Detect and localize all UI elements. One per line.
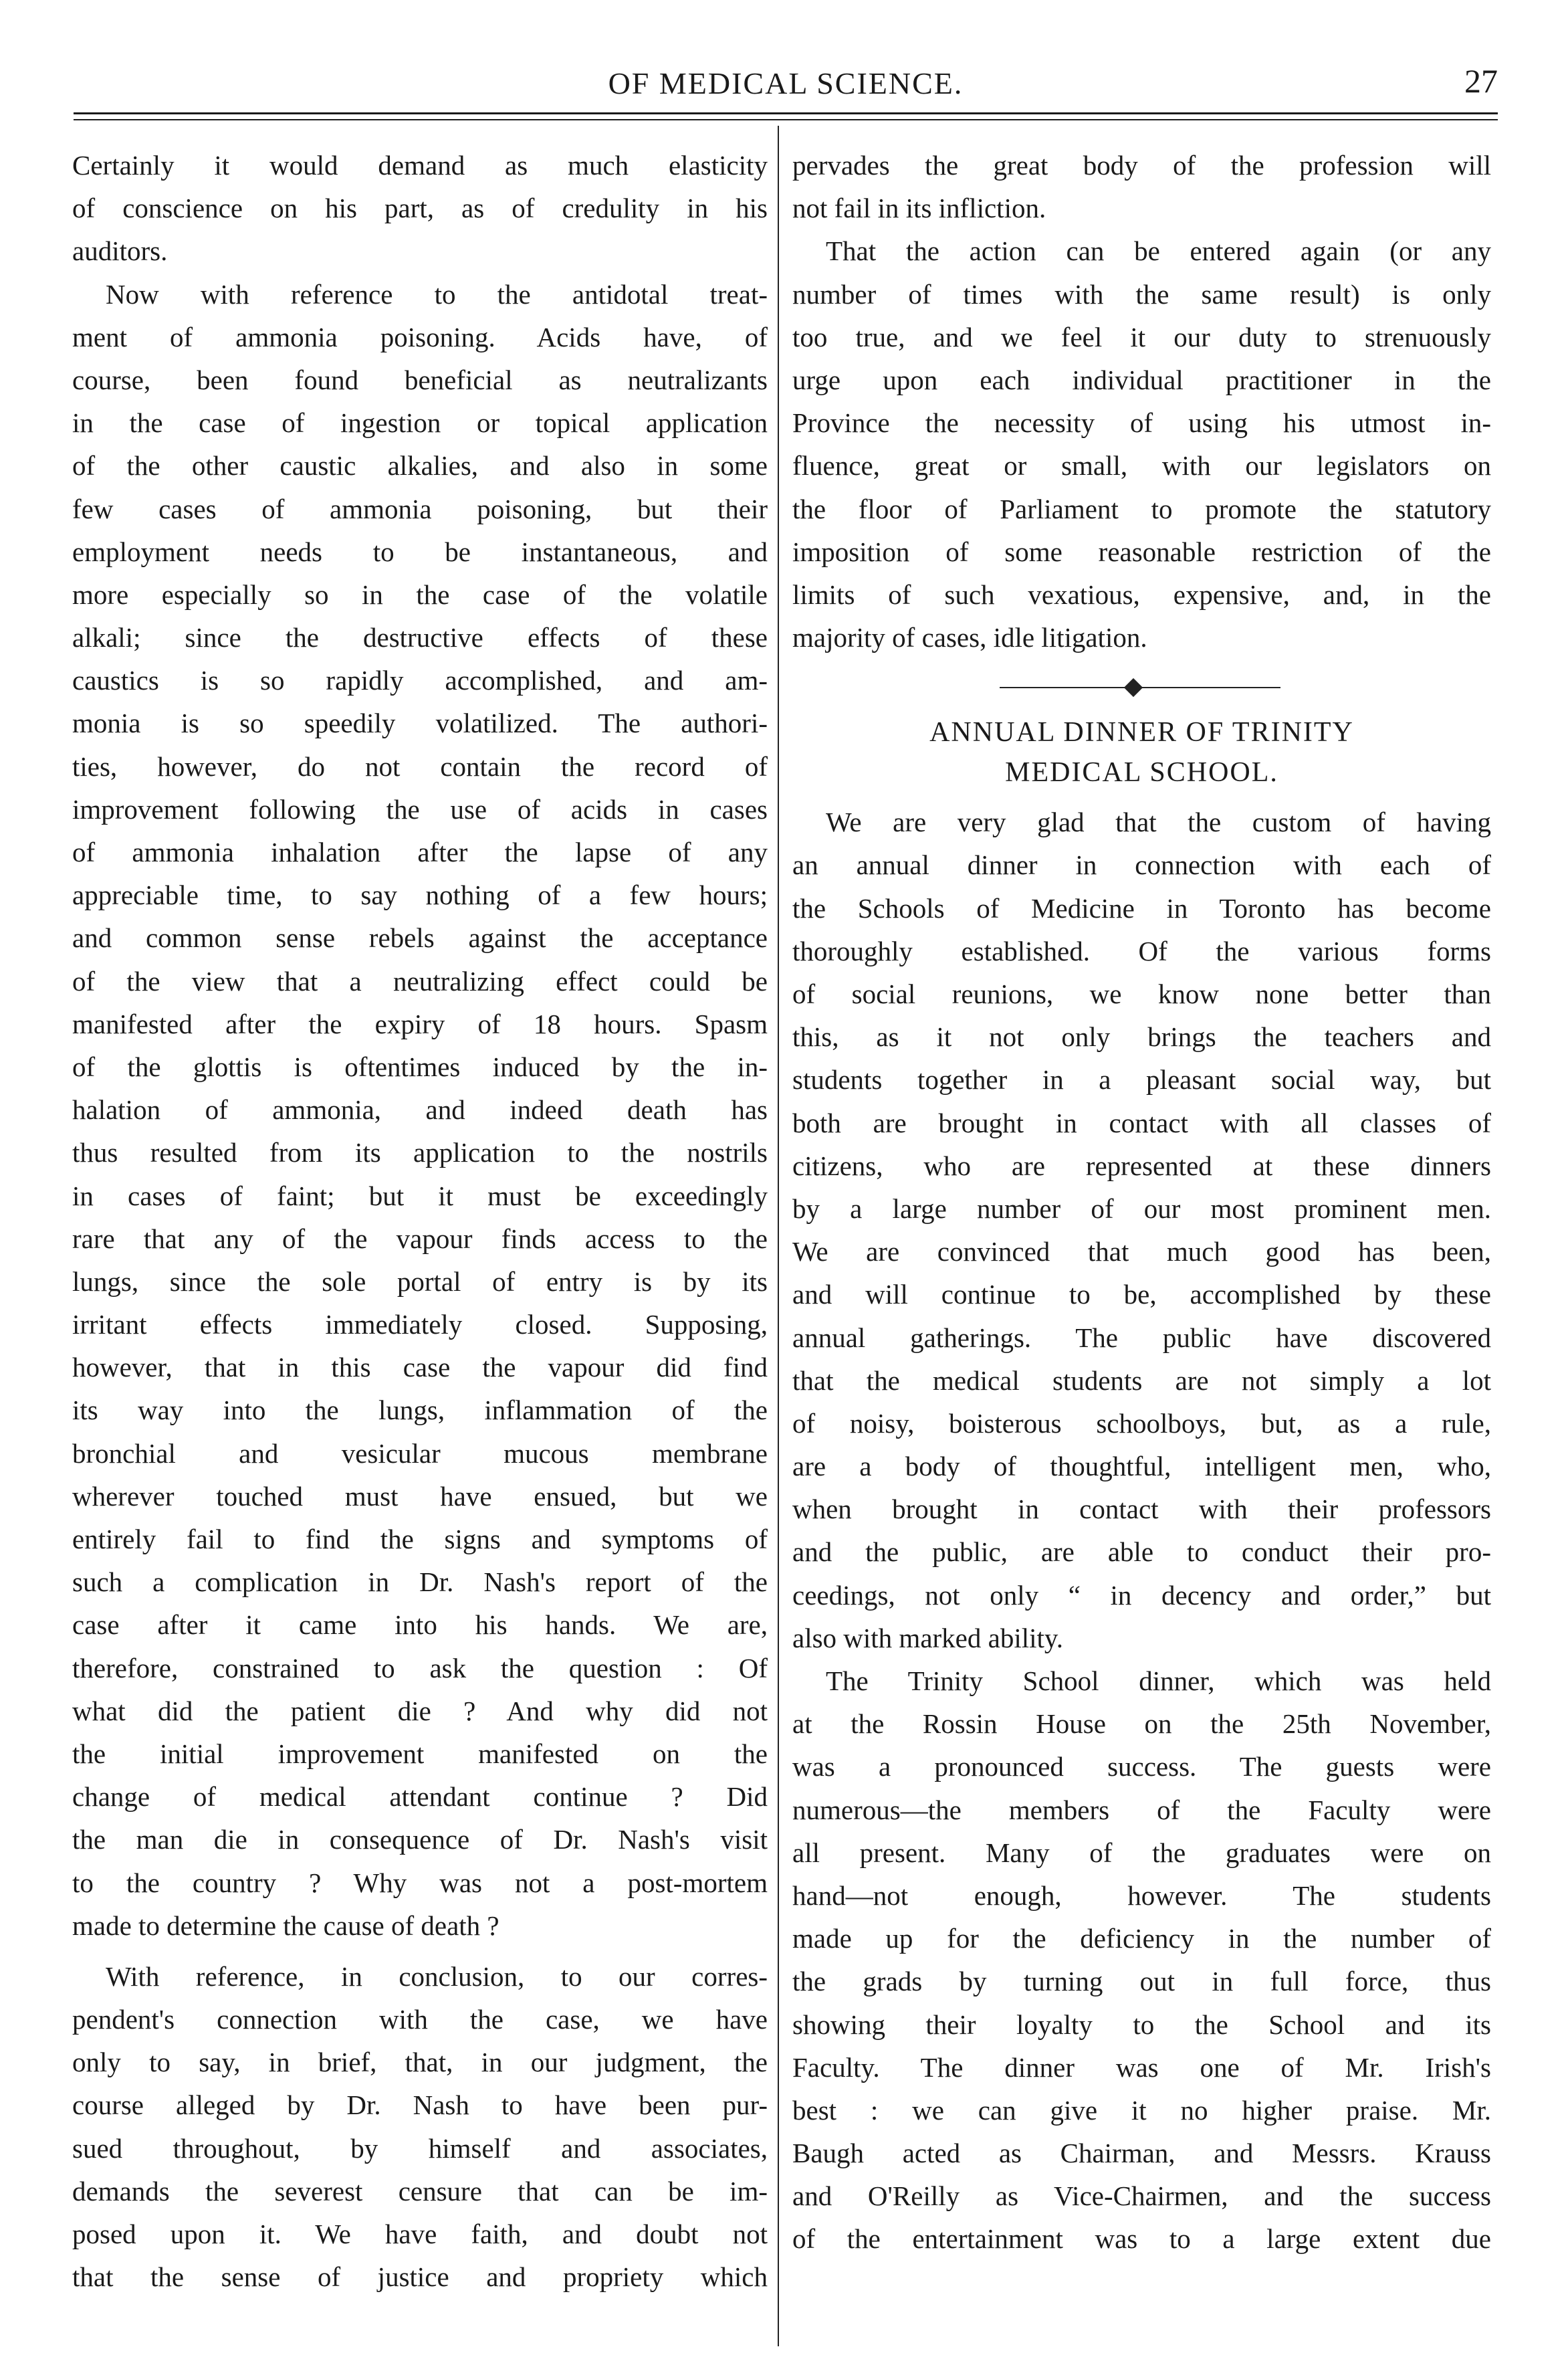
text-line: of the glottis is oftentimes induced by the in- [72, 1051, 768, 1082]
text-line: of social reunions, we know none better than [792, 979, 1491, 1009]
text-line: thus resulted from its application to the nostrils [72, 1137, 768, 1168]
text-line: made up for the deficiency in the number of [792, 1923, 1491, 1954]
text-line: at the Rossin House on the 25th November, [792, 1708, 1491, 1740]
text-line: of the other caustic alkalies, and also in some [72, 450, 768, 482]
text-line: that the sense of justice and propriety which [72, 2261, 768, 2293]
text-line: posed upon it. We have faith, and doubt not [72, 2219, 768, 2249]
diamond-icon [1124, 678, 1143, 697]
text-line: hand—not enough, however. The students [792, 1879, 1491, 1911]
text-line: the man die in consequence of Dr. Nash's visit [72, 1824, 768, 1855]
text-line: change of medical attendant continue ? Did [72, 1781, 768, 1813]
left-column [72, 144, 768, 2298]
text-line: limits of such vexatious, expensive, and, in the [792, 579, 1491, 610]
text-line: demands the severest censure that can be im- [72, 2175, 768, 2207]
text-line: lungs, since the sole portal of entry is by its [72, 1265, 768, 1297]
text-line: was a pronounced success. The guests were [792, 1751, 1491, 1782]
paragraph-gap [792, 793, 1491, 801]
text-line: caustics is so rapidly accomplished, and am- [72, 665, 768, 696]
text-line: ties, however, do not contain the record of [72, 750, 768, 782]
text-line: course alleged by Dr. Nash to have been pur- [72, 2089, 768, 2121]
text-line: and the public, are able to conduct their pro- [792, 1536, 1491, 1568]
running-head [74, 60, 1498, 114]
section-heading: ANNUAL DINNER OF TRINITY [929, 717, 1354, 748]
text-line: of conscience on his part, as of credulity in his [72, 193, 768, 224]
text-line: Now with reference to the antidotal treat- [106, 278, 768, 310]
text-line: more especially so in the case of the volatile [72, 579, 768, 610]
text-line: wherever touched must have ensued, but we [72, 1480, 768, 1512]
text-line: only to say, in brief, that, in our judgment, the [72, 2047, 768, 2078]
text-line: when brought in contact with their professors [792, 1494, 1491, 1525]
text-line: pervades the great body of the profession will [792, 150, 1491, 181]
text-line: entirely fail to find the signs and symptoms of [72, 1524, 768, 1554]
running-title: OF MEDICAL SCIENCE. [608, 66, 964, 100]
paragraph-gap [72, 1947, 768, 1955]
text-line: thoroughly established. Of the various forms [792, 935, 1491, 966]
text-line: all present. Many of the graduates were on [792, 1837, 1491, 1868]
text-line: imposition of some reasonable restriction of the [792, 536, 1491, 567]
text-line: employment needs to be instantaneous, and [72, 536, 768, 567]
text-line: irritant effects immediately closed. Supposing, [72, 1309, 768, 1340]
text-line: the initial improvement manifested on the [72, 1738, 768, 1769]
text-line: the Schools of Medicine in Toronto has become [792, 892, 1491, 924]
section-heading-continued: MEDICAL SCHOOL. [1005, 757, 1278, 789]
text-line: too true, and we feel it our duty to strenuously [792, 321, 1491, 352]
text-line: that the medical students are not simply a lot [792, 1364, 1491, 1396]
text-line: and common sense rebels against the acceptance [72, 922, 768, 954]
header-rule [74, 112, 1498, 114]
text-line: citizens, who are represented at these dinners [792, 1150, 1491, 1181]
text-line: by a large number of our most prominent men. [792, 1193, 1491, 1224]
text-line: the grads by turning out in full force, thus [792, 1966, 1491, 1997]
text-line: rare that any of the vapour finds access to the [72, 1223, 768, 1254]
text-line: fluence, great or small, with our legislators on [792, 450, 1491, 482]
text-line: That the action can be entered again (or any [826, 235, 1491, 267]
text-line: bronchial and vesicular mucous membrane [72, 1437, 768, 1469]
text-line: ceedings, not only “ in decency and order,” but [792, 1579, 1491, 1611]
text-line: therefore, constrained to ask the question : Of [72, 1652, 768, 1683]
text-line: what did the patient die ? And why did not [72, 1695, 768, 1726]
text-line: halation of ammonia, and indeed death has [72, 1094, 768, 1126]
text-line: appreciable time, to say nothing of a few hours; [72, 880, 768, 911]
text-line: improvement following the use of acids in cases [72, 793, 768, 825]
text-line: the floor of Parliament to promote the statutory [792, 493, 1491, 524]
text-line: of the entertainment was to a large extent due [792, 2223, 1491, 2255]
text-line: majority of cases, idle litigation. [792, 622, 1147, 653]
text-line: annual gatherings. The public have discovered [792, 1322, 1491, 1353]
text-line: With reference, in conclusion, to our corres- [106, 1960, 768, 1992]
text-line: and O'Reilly as Vice-Chairmen, and the success [792, 2180, 1491, 2212]
text-line: not fail in its infliction. [792, 193, 1046, 224]
text-line: its way into the lungs, inflammation of the [72, 1395, 768, 1426]
text-line: best : we can give it no higher praise. Mr. [792, 2094, 1491, 2126]
text-line: alkali; since the destructive effects of these [72, 622, 768, 653]
page-number: 27 [1464, 62, 1498, 100]
text-line: Faculty. The dinner was one of Mr. Irish's [792, 2051, 1491, 2083]
text-line: of noisy, boisterous schoolboys, but, as a rule, [792, 1407, 1491, 1439]
text-line: of ammonia inhalation after the lapse of any [72, 837, 768, 867]
text-line: such a complication in Dr. Nash's report of the [72, 1566, 768, 1598]
text-line: pendent's connection with the case, we have [72, 2004, 768, 2035]
text-line: course, been found beneficial as neutralizants [72, 364, 768, 395]
header-rule-secondary [74, 119, 1498, 120]
text-line: The Trinity School dinner, which was held [826, 1665, 1491, 1696]
text-line: an annual dinner in connection with each of [792, 849, 1491, 881]
text-line: few cases of ammonia poisoning, but their [72, 493, 768, 524]
text-line: manifested after the expiry of 18 hours. Spasm [72, 1008, 768, 1039]
text-line: case after it came into his hands. We are, [72, 1609, 768, 1641]
right-column [792, 144, 1491, 2261]
text-line: We are convinced that much good has been, [792, 1236, 1491, 1267]
text-line: in cases of faint; but it must be exceedingly [72, 1180, 768, 1211]
text-line: sued throughout, by himself and associates, [72, 2132, 768, 2164]
text-line: to the country ? Why was not a post-mortem [72, 1867, 768, 1898]
text-line: students together in a pleasant social way, but [792, 1064, 1491, 1096]
section-divider-ornament [792, 659, 1491, 712]
text-line: both are brought in contact with all classes of [792, 1107, 1491, 1138]
text-line: number of times with the same result) is only [792, 278, 1491, 310]
text-line: in the case of ingestion or topical application [72, 407, 768, 439]
text-line: made to determine the cause of death ? [72, 1910, 499, 1941]
text-line: auditors. [72, 235, 168, 267]
column-divider [778, 126, 779, 2346]
text-line: however, that in this case the vapour did find [72, 1352, 768, 1383]
text-line: this, as it not only brings the teachers and [792, 1021, 1491, 1053]
text-line: We are very glad that the custom of having [826, 807, 1491, 838]
text-line: of the view that a neutralizing effect could be [72, 965, 768, 997]
text-line: urge upon each individual practitioner in the [792, 364, 1491, 395]
text-line: Province the necessity of using his utmost in- [792, 407, 1491, 439]
text-line: showing their loyalty to the School and its [792, 2009, 1491, 2040]
text-line: Certainly it would demand as much elasticity [72, 150, 768, 181]
text-line: Baugh acted as Chairman, and Messrs. Krauss [792, 2138, 1491, 2169]
text-line: are a body of thoughtful, intelligent men, who, [792, 1451, 1491, 1482]
text-line: ment of ammonia poisoning. Acids have, of [72, 321, 768, 352]
text-line: numerous—the members of the Faculty were [792, 1794, 1491, 1825]
text-line: and will continue to be, accomplished by these [792, 1279, 1491, 1310]
text-line: monia is so speedily volatilized. The authori- [72, 708, 768, 739]
text-line: also with marked ability. [792, 1622, 1063, 1653]
